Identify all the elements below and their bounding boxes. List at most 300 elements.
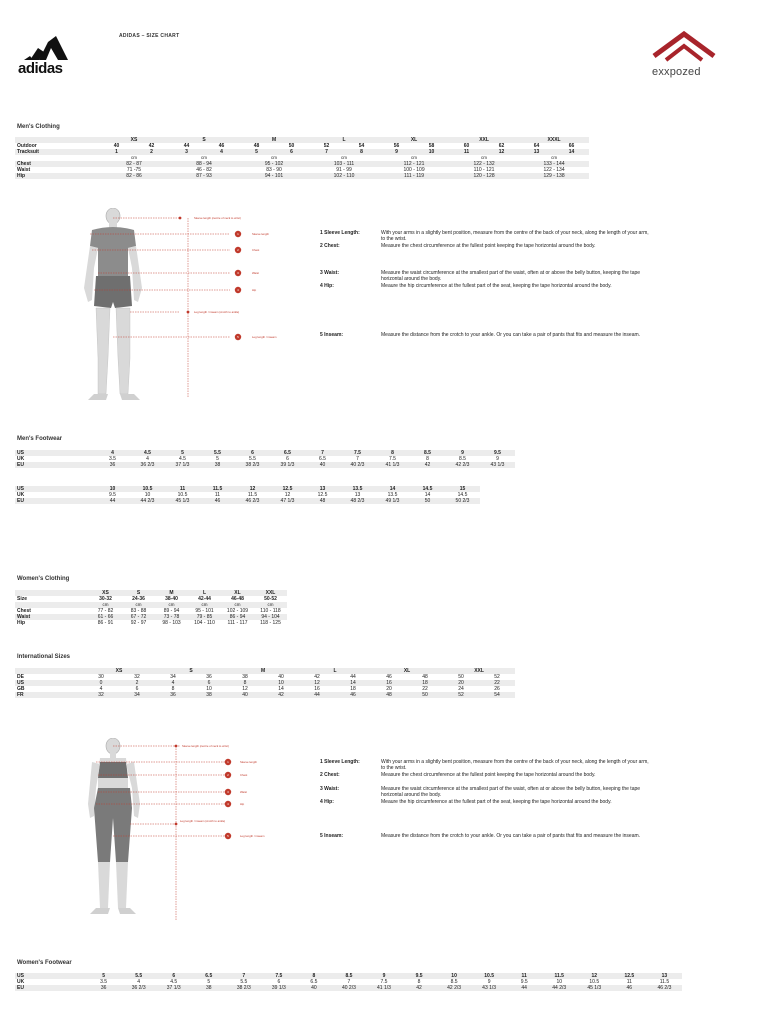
table-cell: XL <box>379 137 449 143</box>
table-cell: 5 <box>165 450 200 456</box>
table-cell: 14 <box>554 149 589 155</box>
table-cell: 42 <box>314 674 320 680</box>
callout-chest: Chest <box>252 248 260 252</box>
table-cell: 12 <box>284 492 291 498</box>
table-cell: XS <box>99 137 169 143</box>
table-cell: 38 <box>200 462 235 468</box>
table-cell: 43 1/3 <box>472 985 507 991</box>
row-label: US <box>15 973 86 979</box>
callout-waist: Waist <box>252 271 259 275</box>
table-cell: 12.5 <box>612 973 647 979</box>
table-cell: 120 - 128 <box>449 173 519 179</box>
table-cell: 5 <box>207 979 211 985</box>
table-cell: 50 <box>458 674 464 680</box>
table-cell: 3.5 <box>109 456 116 462</box>
table-cell: 3.5 <box>100 979 108 985</box>
table-cell: 36 <box>155 692 191 698</box>
w-callout-num-1: 1 <box>227 760 229 764</box>
table-cell: cm <box>341 155 348 160</box>
w-callout-inseam: Leg length / inseam <box>240 834 265 838</box>
table-cell: 7 <box>356 456 359 462</box>
callout-leg: Leg length / inseam (crotch to ankle) <box>194 310 240 314</box>
table-cell: 4 <box>95 450 130 456</box>
row-label: EU <box>15 985 86 991</box>
table-cell: 10 <box>263 680 299 686</box>
measure-row <box>15 173 589 179</box>
table-cell: 10.5 <box>472 973 507 979</box>
table-cell: 46 2/3 <box>235 498 270 504</box>
female-body-illustration <box>88 738 140 914</box>
table-cell: 41 1/3 <box>375 462 410 468</box>
table-cell: 10.5 <box>177 492 188 498</box>
callout-num-4: 4 <box>237 288 239 292</box>
table-cell: 12 <box>484 149 519 155</box>
table-cell: 9.5 <box>402 973 437 979</box>
row-label: Size <box>17 596 28 602</box>
table-cell: 8.5 <box>331 973 366 979</box>
table-cell: 12.5 <box>270 486 305 492</box>
table-cell: cm <box>122 602 155 608</box>
table-cell: 11 <box>214 492 221 498</box>
table-cell: 9.5 <box>480 450 515 456</box>
table-cell: 92 - 97 <box>130 620 147 626</box>
table-cell: 36 <box>86 985 121 991</box>
table-cell: 8.5 <box>410 450 445 456</box>
table-cell: 71 -75 <box>126 167 142 173</box>
table-cell: 10 <box>437 973 472 979</box>
row-label: FR <box>15 692 83 698</box>
table-cell: 20 <box>386 686 392 692</box>
table-cell: 42 <box>148 143 155 149</box>
table-cell: 48 <box>253 143 260 149</box>
table-cell: 46 2/3 <box>647 985 682 991</box>
table-cell: 13 <box>647 973 682 979</box>
table-cell: 38 <box>191 692 227 698</box>
table-cell: 49 1/3 <box>375 498 410 504</box>
table-cell: 13 <box>519 149 554 155</box>
table-cell: 5.5 <box>249 456 256 462</box>
table-cell: 5 <box>216 456 219 462</box>
table-cell: 38 <box>242 674 248 680</box>
section-title-womens-footwear: Women's Footwear <box>17 960 72 966</box>
table-cell: 122 - 134 <box>543 167 565 173</box>
footwear-row <box>15 462 515 468</box>
table-cell: 77 - 82 <box>97 608 114 614</box>
w-callout-num-4: 4 <box>227 802 229 806</box>
table-cell: 11 <box>626 979 632 985</box>
table-cell: 14 <box>375 486 410 492</box>
table-cell: 6 <box>274 149 309 155</box>
table-cell: 40 <box>296 985 331 991</box>
table-cell: 67 - 72 <box>122 614 155 620</box>
table-cell: cm <box>89 602 122 608</box>
table-cell: 5 <box>239 149 274 155</box>
table-cell: 9 <box>445 450 480 456</box>
table-cell: S <box>169 137 239 143</box>
table-cell: 58 <box>428 143 435 149</box>
table-cell: 50-52 <box>264 596 277 602</box>
table-cell: cm <box>271 155 278 160</box>
table-cell: cm <box>155 602 188 608</box>
table-cell: 46 <box>218 143 225 149</box>
table-cell: cm <box>254 602 287 608</box>
table-cell: 95 - 102 <box>239 161 309 167</box>
table-cell: 82 - 86 <box>99 173 169 179</box>
table-cell: 104 - 110 <box>194 620 215 626</box>
table-cell: 4 <box>146 456 149 462</box>
table-cell: 11.5 <box>247 492 258 498</box>
table-cell: 46 - 82 <box>196 167 212 173</box>
table-cell: 50 <box>407 692 443 698</box>
table-cell: 11.5 <box>542 973 577 979</box>
table-cell: 9 <box>379 149 414 155</box>
table-cell: 42 <box>402 985 437 991</box>
table-cell: 46-48 <box>231 596 244 602</box>
table-cell: 8 <box>227 680 263 686</box>
table-cell: 40 2/3 <box>331 985 366 991</box>
row-label: UK <box>17 492 25 498</box>
table-cell: 38 <box>191 985 226 991</box>
table-cell: 5.5 <box>121 973 156 979</box>
table-cell: 10 <box>95 486 130 492</box>
table-cell: 40 <box>227 692 263 698</box>
w-callout-num-3: 3 <box>227 790 229 794</box>
table-cell: 18 <box>350 686 356 692</box>
table-cell: 129 - 138 <box>519 173 589 179</box>
table-cell: L <box>309 137 379 143</box>
table-cell: 112 - 121 <box>379 161 449 167</box>
exxpozed-logo <box>648 30 720 80</box>
footwear-row <box>15 498 480 504</box>
table-cell: 52 <box>323 143 330 149</box>
table-cell: 9 <box>366 973 401 979</box>
table-cell: 37 1/3 <box>156 985 191 991</box>
table-cell: 10.5 <box>589 979 600 985</box>
measure-row <box>15 620 287 626</box>
table-cell: 30-32 <box>99 596 112 602</box>
table-cell: 36 <box>95 462 130 468</box>
row-label: DE <box>17 674 24 680</box>
table-cell: 42 <box>410 462 445 468</box>
adidas-wordmark: adidas <box>18 60 63 77</box>
table-cell: 1 <box>99 149 134 155</box>
table-cell: 56 <box>393 143 400 149</box>
table-cell: 94 - 104 <box>254 614 287 620</box>
table-cell: 100 - 109 <box>403 167 425 173</box>
table-cell: 4.5 <box>170 979 178 985</box>
table-cell: 87 - 93 <box>169 173 239 179</box>
table-cell: 50 <box>410 498 445 504</box>
table-cell: 10.5 <box>130 486 165 492</box>
row-label: Hip <box>17 620 26 626</box>
table-cell: 8 <box>426 456 429 462</box>
mens-footwear-table-1 <box>15 450 515 468</box>
row-label: US <box>15 486 95 492</box>
table-cell: 42 2/3 <box>437 985 472 991</box>
table-cell: 44 <box>350 674 356 680</box>
table-cell: 14 <box>335 680 371 686</box>
table-cell: 14.5 <box>410 486 445 492</box>
table-cell: 26 <box>494 686 500 692</box>
table-cell: 4.5 <box>130 450 165 456</box>
table-cell: 7.5 <box>261 973 296 979</box>
w-callout-chest: Chest <box>240 773 248 777</box>
table-cell: 8.5 <box>450 979 458 985</box>
row-label: EU <box>15 498 95 504</box>
table-cell: 39 1/3 <box>270 462 305 468</box>
table-cell: S <box>155 668 227 674</box>
table-cell: 40 2/3 <box>340 462 375 468</box>
mens-measurement-notes: 1 Sleeve Length: With your arms in a slightly bent position, measure from the centre of the back of your neck, along the length of your arm, to the wrist. 2 Chest: Measure the chest circumference at the fullest point keeping the tape horizontal around the body. 3 Waist: Measure the waist circumference at the smallest part of the waist, often at or above the belly button, keeping the tape horizontal around the body. 4 Hip: Meaure the hip circumference at the fullest part of the seat, keeping the tape horizontal around the body. 5 Inseam: Measure the distance from the crotch to your ankle. Or you can take a pair of pants that fits and measure the inseam. <box>320 230 649 338</box>
mens-measurement-figure <box>70 208 290 404</box>
table-cell: cm <box>551 155 558 160</box>
section-title-mens-footwear: Men's Footwear <box>17 436 63 442</box>
table-cell: 11 <box>165 486 200 492</box>
callout-inseam: Leg length / inseam <box>252 335 277 339</box>
table-cell: 122 - 132 <box>449 161 519 167</box>
male-body-illustration <box>84 208 142 400</box>
table-cell: 62 <box>498 143 505 149</box>
table-cell: 66 <box>568 143 575 149</box>
table-cell: XXL <box>449 137 519 143</box>
table-cell: 10 <box>206 686 212 692</box>
table-cell: 89 - 94 <box>163 608 180 614</box>
table-cell: 7 <box>305 450 340 456</box>
table-cell: 36 2/3 <box>121 985 156 991</box>
table-cell: 32 <box>134 674 140 680</box>
table-cell: 14 <box>424 492 431 498</box>
table-cell: 10 <box>414 149 449 155</box>
w-callout-hip: Hip <box>240 802 245 806</box>
table-cell: 37 1/3 <box>165 462 200 468</box>
callout-num-5: 5 <box>237 335 239 339</box>
callout-num-3: 3 <box>237 271 239 275</box>
table-cell: 36 <box>206 674 212 680</box>
table-cell: 16 <box>371 680 407 686</box>
table-cell: 64 <box>533 143 540 149</box>
table-cell: 54 <box>358 143 365 149</box>
table-cell: 111 - 119 <box>379 173 449 179</box>
table-cell: 42 <box>263 692 299 698</box>
w-callout-num-2: 2 <box>227 773 229 777</box>
table-cell: XL <box>221 590 254 596</box>
womens-measurement-notes: 1 Sleeve Length: With your arms in a slightly bent position, measure from the centre of the back of your neck, along the length of your arm, to the wrist. 2 Chest: Measure the chest circumference at the fullest point keeping the tape horizontal around the body. 3 Waist: Measure the waist circumference at the smallest part of the waist, often at or above the belly button, keeping the tape horizontal around the body. 4 Hip: Meaure the hip circumference at the fullest part of the seat, keeping the tape horizontal around the body. 5 Inseam: Measure the distance from the crotch to your ankle. Or you can take a pair of pants that fits and measure the inseam. <box>320 759 649 839</box>
table-cell: 48 <box>371 692 407 698</box>
table-cell: 86 - 94 <box>221 614 254 620</box>
table-cell: 91 - 99 <box>336 167 352 173</box>
table-cell: 7.5 <box>389 456 396 462</box>
table-cell: 11 <box>507 973 542 979</box>
table-cell: 13.5 <box>340 486 375 492</box>
section-title-mens-clothing: Men's Clothing <box>17 124 60 130</box>
table-cell: 47 1/3 <box>270 498 305 504</box>
callout-num-1: 1 <box>237 232 239 236</box>
table-cell: 22 <box>422 686 428 692</box>
section-title-womens-clothing: Women's Clothing <box>17 576 70 582</box>
table-cell: 52 <box>494 674 500 680</box>
table-cell: 44 <box>507 985 542 991</box>
table-cell: 6.5 <box>310 979 318 985</box>
table-cell: 36 2/3 <box>130 462 165 468</box>
table-cell: 8.5 <box>459 456 466 462</box>
intl-row <box>15 692 515 698</box>
row-label: UK <box>17 979 25 985</box>
mens-clothing-table <box>15 137 589 179</box>
row-label: Waist <box>15 614 89 620</box>
table-cell: 14 <box>278 686 284 692</box>
table-cell: 103 - 111 <box>309 161 379 167</box>
womens-clothing-table <box>15 590 287 626</box>
table-cell: 16 <box>314 686 320 692</box>
table-cell: 42-44 <box>198 596 211 602</box>
table-cell: 50 <box>288 143 295 149</box>
callout-labels-women <box>175 744 265 839</box>
table-cell: 48 2/3 <box>340 498 375 504</box>
table-cell: 40 <box>305 462 340 468</box>
table-cell: 11.5 <box>200 486 235 492</box>
table-cell: 6 <box>235 450 270 456</box>
table-cell: 34 <box>119 692 155 698</box>
table-cell: cm <box>188 602 221 608</box>
table-cell: 4 <box>137 979 141 985</box>
table-cell: 60 <box>463 143 470 149</box>
womens-footwear-table <box>15 973 682 991</box>
table-cell: 9 <box>496 456 499 462</box>
table-cell: 12 <box>577 973 612 979</box>
table-cell: 61 - 66 <box>89 614 122 620</box>
row-label: Hip <box>15 173 99 179</box>
table-cell: cm <box>201 155 208 160</box>
w-callout-waist: Waist <box>240 790 247 794</box>
international-sizes-table <box>15 668 515 698</box>
table-cell: XS <box>89 590 122 596</box>
callout-labels <box>179 216 277 340</box>
table-cell: 44 2/3 <box>542 985 577 991</box>
table-cell: 15 <box>445 486 480 492</box>
w-callout-sleeve-top: Sleeve length (centre of neck to wrist) <box>182 744 229 748</box>
table-cell: 7.5 <box>340 450 375 456</box>
table-cell: 41 1/3 <box>366 985 401 991</box>
row-label: Tracksuit <box>15 149 99 155</box>
table-cell: 8 <box>344 149 379 155</box>
table-cell: 48 <box>422 674 428 680</box>
table-cell: 8 <box>171 686 175 692</box>
table-cell: 8 <box>417 979 421 985</box>
table-cell: 38 2/3 <box>226 985 261 991</box>
table-cell: 133 - 144 <box>519 161 589 167</box>
table-cell: 6.5 <box>270 450 305 456</box>
table-cell: 5.5 <box>240 979 248 985</box>
table-cell: 40 <box>113 143 120 149</box>
table-cell: 44 2/3 <box>130 498 165 504</box>
callout-num-2: 2 <box>237 248 239 252</box>
table-cell: 11.5 <box>659 979 670 985</box>
table-cell: 52 <box>443 692 479 698</box>
table-cell: 14.5 <box>457 492 468 498</box>
row-label: US <box>15 450 95 456</box>
table-cell: 46 <box>200 498 235 504</box>
table-cell: 2 <box>134 149 169 155</box>
table-cell: 118 - 125 <box>260 620 281 626</box>
table-cell: XL <box>371 668 443 674</box>
table-cell: 98 - 103 <box>162 620 181 626</box>
document-title: ADIDAS – SIZE CHART <box>119 33 180 39</box>
table-cell: S <box>122 590 155 596</box>
table-cell: 86 - 91 <box>97 620 114 626</box>
row-label: US <box>15 680 83 686</box>
table-cell: 6.5 <box>191 973 226 979</box>
table-cell: 10 <box>556 979 562 985</box>
table-cell: 9.5 <box>109 492 116 498</box>
table-cell: 79 - 85 <box>188 614 221 620</box>
table-cell: 102 - 109 <box>226 608 249 614</box>
table-cell: 24 <box>458 686 464 692</box>
table-cell: 46 <box>612 985 647 991</box>
table-cell: 83 - 88 <box>130 608 147 614</box>
table-cell: 38-40 <box>165 596 178 602</box>
table-cell: 73 - 78 <box>155 614 188 620</box>
table-cell: 13 <box>354 492 361 498</box>
table-cell: 4.5 <box>179 456 186 462</box>
table-cell: 9 <box>487 979 491 985</box>
table-cell: 34 <box>170 674 176 680</box>
table-cell: 7.5 <box>380 979 388 985</box>
table-cell: 5.5 <box>200 450 235 456</box>
table-cell: 82 - 87 <box>99 161 169 167</box>
table-cell: 45 1/3 <box>577 985 612 991</box>
table-cell: 24-36 <box>132 596 145 602</box>
table-cell: M <box>227 668 299 674</box>
table-cell: XS <box>83 668 155 674</box>
table-cell: XXXL <box>519 137 589 143</box>
w-callout-sleeve: Sleeve length <box>240 760 257 764</box>
table-cell: 10 <box>144 492 151 498</box>
table-cell: L <box>188 590 221 596</box>
callout-hip: Hip <box>252 288 257 292</box>
row-label: Outdoor <box>17 143 37 149</box>
table-cell: 42 2/3 <box>445 462 480 468</box>
table-cell: cm <box>131 155 137 160</box>
table-cell: 2 <box>119 680 155 686</box>
table-cell: 8 <box>296 973 331 979</box>
table-cell: 50 2/3 <box>445 498 480 504</box>
table-cell: 12 <box>299 680 335 686</box>
table-cell: cm <box>481 155 488 160</box>
table-cell: 0 <box>83 680 119 686</box>
callout-sleeve: Sleeve length <box>252 232 269 236</box>
table-cell: 12 <box>242 686 248 692</box>
table-cell: 6 <box>277 979 281 985</box>
w-callout-num-5: 5 <box>227 834 229 838</box>
table-cell: 4 <box>204 149 239 155</box>
section-title-international: International Sizes <box>17 654 71 660</box>
exxpozed-roof-icon <box>648 30 720 66</box>
table-cell: 7 <box>347 979 351 985</box>
table-cell: cm <box>411 155 418 160</box>
table-cell: 6 <box>286 456 289 462</box>
table-cell: 6 <box>156 973 191 979</box>
exxpozed-wordmark: exxpozed <box>652 66 701 78</box>
w-callout-leg: Leg length / inseam (crotch to ankle) <box>180 819 226 823</box>
table-cell: 111 - 117 <box>227 620 248 626</box>
row-label: Chest <box>17 608 31 614</box>
table-cell: 12.5 <box>317 492 328 498</box>
table-cell: 22 <box>479 680 515 686</box>
table-cell: M <box>239 137 309 143</box>
table-cell: 102 - 110 <box>309 173 379 179</box>
table-cell: XXL <box>254 590 287 596</box>
mens-footwear-table-2 <box>15 486 480 504</box>
